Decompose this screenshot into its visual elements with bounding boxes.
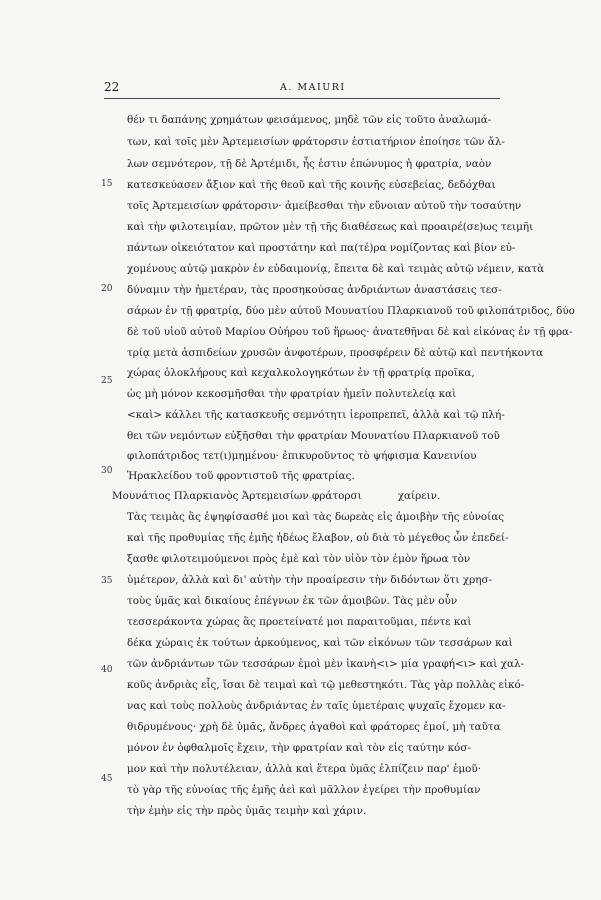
text-line: χώρας ὁλοκλήρους καὶ κεχαλκολογηκότων ἐν τῇ φρατρίᾳ προῖκα, bbox=[127, 367, 475, 379]
text-line: δὲ τοῦ υἱοῦ αὐτοῦ Μαρίου Οὐήρου τοῦ ἥρωος· ἀνατεθῆναι δὲ καὶ εἰκόνας ἐν τῇ φρα- bbox=[127, 326, 573, 338]
salutation-name: Μουνάτιος Πλαρκιανὸς Ἀρτεμεισίων φράτορσι bbox=[112, 490, 362, 502]
letter-salutation bbox=[112, 489, 500, 503]
line-number: 15 bbox=[101, 179, 113, 189]
running-head: A. MAIURI bbox=[280, 82, 346, 93]
line-number: 45 bbox=[101, 774, 113, 784]
text-line: τὴν ἐμὴν εἰς τὴν πρὸς ὑμᾶς τειμὴν καὶ χάριν. bbox=[127, 805, 367, 817]
text-line: φιλοπάτριδος τετ(ι)μημένου· ἐπικυροῦντος τὸ ψήφισμα Κανεινίου bbox=[127, 450, 477, 462]
text-line: ὡς μὴ μόνον κεκοσμῆσθαι τὴν φρατρίαν ἡμεῖν πολυτελείᾳ καὶ bbox=[127, 388, 457, 400]
text-line: κοῦς ἀνδριὰς εἷς, ἴσαι δὲ τειμαὶ καὶ τῷ μεθεστηκότι. Τὰς γὰρ πολλὰς εἰκό- bbox=[127, 679, 525, 691]
text-line: ὑμέτερον, ἀλλὰ καὶ δι' αὐτὴν τὴν προαίρεσιν τὴν διδόντων ὅτι χρησ- bbox=[127, 574, 493, 586]
text-line: τεσσεράκοντα χώρας ἃς προετείνατέ μοι παραιτοῦμαι, πέντε καὶ bbox=[127, 616, 472, 628]
text-line: των, καὶ τοῖς μὲν Ἀρτεμεισίων φράτορσιν ἑστιατήριον ἐποίησε τῶν ἄλ- bbox=[127, 136, 505, 148]
text-line: θει τῶν νεμόντων εὐξῆσθαι τὴν φρατρίαν Μουνατίου Πλαρκιανοῦ τοῦ bbox=[127, 430, 500, 442]
text-line: Τὰς τειμὰς ἃς ἐψηφίσασθέ μοι καὶ τὰς δωρεὰς εἰς ἀμοιβὴν τῆς εὐνοίας bbox=[127, 511, 505, 523]
line-number: 25 bbox=[101, 376, 113, 386]
text-line: καὶ τὴν φιλοτειμίαν, πρῶτον μὲν τῇ τῆς διαθέσεως καὶ προαιρέ(σε)ως τειμῆι bbox=[127, 221, 534, 233]
text-line: κατεσκεύασεν ἄξιον καὶ τῆς θεοῦ καὶ τῆς κοινῆς εὐσεβείας, δεδόχθαι bbox=[127, 179, 496, 191]
text-line: μον καὶ τὴν πολυτέλειαν, ἀλλὰ καὶ ἕτερα ὑμᾶς ἐλπίζειν παρ' ἐμοῦ· bbox=[127, 763, 482, 775]
text-line: χομένους αὐτῷ μακρὸν ἐν εὐδαιμονίᾳ, ἔπειτα δὲ καὶ τειμὰς αὐτῷ νέμειν, κατὰ bbox=[127, 263, 545, 275]
line-number: 35 bbox=[101, 576, 113, 586]
salutation-greeting: χαίρειν. bbox=[397, 490, 441, 502]
text-line: θέν τι δαπάνης χρημάτων φεισάμενος, μηδὲ τῶν εἰς τοῦτο ἀναλωμά- bbox=[127, 114, 492, 126]
text-line: τρίᾳ μετὰ ἀσπιδείων χρυσῶν ἀνφοτέρων, προσφέρειν δὲ αὐτῷ καὶ πεντήκοντα bbox=[127, 347, 544, 359]
line-number: 20 bbox=[101, 284, 113, 294]
text-line: σάρων ἐν τῇ φρατρίᾳ, δύο μὲν αὐτοῦ Μουνατίου Πλαρκιανοῦ τοῦ φιλοπάτριδος, δύο bbox=[127, 305, 575, 317]
text-line: θιδρυμένους· χρὴ δὲ ὑμᾶς, ἄνδρες ἀγαθοὶ καὶ φράτορες ἐμοί, μὴ ταῦτα bbox=[127, 721, 501, 733]
line-number: 40 bbox=[101, 665, 113, 675]
text-line: <καὶ> κάλλει τῆς κατασκευῆς σεμνότητι ἱεροπρεπεῖ, ἀλλὰ καὶ τῷ πλή- bbox=[127, 409, 505, 421]
text-line: μόνον ἐν ὀφθαλμοῖς ἔχειν, τὴν φρατρίαν καὶ τὸν εἰς ταύτην κόσ- bbox=[127, 742, 471, 754]
text-line: λων σεμνότερον, τῇ δὲ Ἀρτέμιδι, ἧς ἐστιν ἐπώνυμος ἡ φρατρία, ναὸν bbox=[127, 158, 492, 170]
text-line: νας καὶ τοὺς πολλοὺς ἀνδριάντας ἐν ταῖς ὑμετέραις ψυχαῖς ἔχομεν κα- bbox=[127, 700, 506, 712]
text-line: πάντων οἰκειότατον καὶ προστάτην καὶ πα(τέ)ρα νομίζοντας καὶ βίον εὐ- bbox=[127, 242, 516, 254]
text-line: δέκα χώραις ἐκ τούτων ἀρκούμενος, καὶ τῶν εἰκόνων τῶν τεσσάρων καὶ bbox=[127, 637, 513, 649]
page-number: 22 bbox=[104, 80, 120, 94]
text-line: τῶν ἀνδριάντων τῶν τεσσάρων ἐμοὶ μὲν ἱκανὴ<ι> μία γραφή<ι> καὶ χαλ- bbox=[127, 658, 525, 670]
text-line: τὸ γὰρ τῆς εὐνοίας τῆς ἐμῆς ἀεὶ καὶ μᾶλλον ἐγείρει τὴν προθυμίαν bbox=[127, 784, 481, 796]
line-number: 30 bbox=[101, 466, 113, 476]
text-line: ξασθε φιλοτειμούμενοι πρὸς ἐμὲ καὶ τὸν υἱὸν τὸν ἐμὸν ἥρωα τὸν bbox=[127, 553, 471, 565]
text-line: καὶ τῆς προθυμίας τῆς ἐμῆς ἡδέως ἔλαβον, οὐ διὰ τὸ μέγεθος ὧν ἐπεδεί- bbox=[127, 532, 509, 544]
text-line: δύναμιν τὴν ἡμετέραν, τὰς προσηκούσας ἀνδριάντων ἀναστάσεις τεσ- bbox=[127, 284, 502, 296]
text-line: τοὺς ὑμᾶς καὶ δικαίους ἐπέγνων ἐκ τῶν ἀμοιβῶν. Τὰς μὲν οὖν bbox=[127, 595, 458, 607]
text-line: Ἡρακλείδου τοῦ φροντιστοῦ τῆς φρατρίας. bbox=[127, 470, 355, 482]
text-line: τοῖς Ἀρτεμεισίων φράτορσιν· ἀμείβεσθαι τὴν εὔνοιαν αὐτοῦ τὴν τοσαύτην bbox=[127, 200, 522, 212]
